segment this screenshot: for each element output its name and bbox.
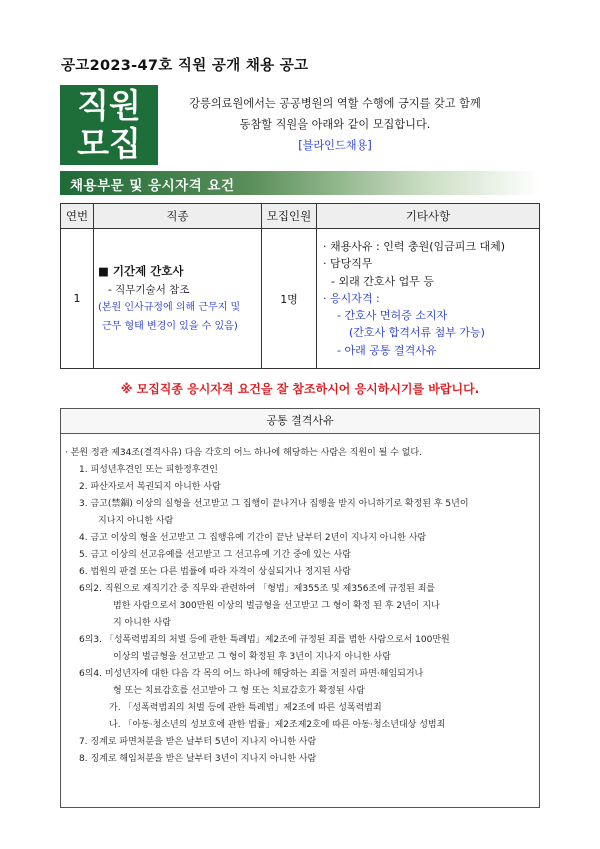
list-item: 가. 「성폭력범죄의 처벌 등에 관한 특례법」제2조에 따른 성폭력범죄	[109, 703, 382, 713]
list-item: 7. 징계로 파면처분을 받은 날부터 5년이 지나지 아니한 사람	[79, 737, 317, 747]
job-type-cell	[94, 229, 262, 369]
list-item: 6의3. 「성폭력범죄의 처벌 등에 관한 특례법」제2조에 규정된 죄를 범한 사람으로서 100만원	[79, 635, 450, 645]
list-item: 2. 파산자로서 복권되지 아니한 사람	[79, 482, 221, 492]
list-item: 6의4. 미성년자에 대한 다음 각 목의 어느 하나에 해당하는 죄를 저질러 파면·해임되거나	[79, 669, 424, 679]
other-notes-cell	[317, 229, 540, 369]
section-title: 채용부문 및 응시자격 요건	[70, 178, 235, 194]
badge-line-2: 모집	[77, 124, 141, 163]
header-headcount: 모집인원	[262, 204, 317, 229]
table-header-row	[61, 204, 540, 229]
list-item: 형 또는 치료감호를 선고받아 그 형 또는 치료감호가 확정된 사람	[113, 686, 365, 696]
etc-disqualification-ref: - 아래 공통 결격사유	[337, 343, 437, 357]
header-other-notes: 기타사항	[317, 204, 540, 229]
intro-line-1: 강릉의료원에서는 공공병원의 역할 수행에 긍지를 갖고 함께	[189, 97, 481, 110]
list-item: 이상의 벌금형을 선고받고 그 형이 확정된 후 3년이 지나지 아니한 사람	[113, 652, 391, 662]
list-item: 지 아니한 사람	[113, 618, 171, 628]
list-item: 3. 금고(禁錮) 이상의 실형을 선고받고 그 집행이 끝나거나 집행을 받지 아니하기로 확정된 후 5년이	[79, 499, 469, 509]
header-number: 연번	[61, 204, 94, 229]
job-title: ■ 기간제 간호사	[98, 263, 184, 278]
intro-text	[165, 93, 505, 156]
etc-duty: - 외래 간호사 업무 등	[331, 274, 434, 288]
intro-line-2: 동참할 직원을 아래와 같이 모집합니다.	[239, 118, 431, 131]
list-item: · 본원 정관 제34조(결격사유) 다음 각호의 어느 하나에 해당하는 사람은 직원이 될 수 없다.	[65, 448, 422, 458]
list-item: 8. 징계로 해임처분을 받은 날부터 3년이 지나지 아니한 사람	[79, 754, 317, 764]
etc-duty-label: · 담당직무	[323, 257, 373, 271]
job-note-line-1: (본원 인사규정에 의해 근무지 및	[98, 301, 241, 313]
list-item: 6의2. 직원으로 재직기간 중 직무와 관련하여 「형법」제355조 및 제356조에 규정된 죄를	[79, 584, 436, 594]
list-item: 4. 금고 이상의 형을 선고받고 그 집행유예 기간이 끝난 날부터 2년이 지나지 아니한 사람	[79, 533, 427, 543]
headcount-cell: 1명	[262, 229, 317, 369]
recruitment-badge	[60, 85, 158, 165]
list-item: 나. 「아동·청소년의 성보호에 관한 법률」제2조제2호에 따른 아동·청소년대상 성범죄	[109, 720, 446, 730]
positions-table	[60, 203, 540, 369]
badge-line-1: 직원	[77, 86, 141, 125]
document-title: 공고2023-47호 직원 공개 채용 공고	[61, 58, 309, 74]
list-item: 5. 금고 이상의 선고유예를 선고받고 그 선고유예 기간 중에 있는 사람	[79, 550, 351, 560]
list-item: 1. 피성년후견인 또는 피한정후견인	[79, 465, 218, 475]
list-item: 6. 법원의 판결 또는 다른 법률에 따라 자격이 상실되거나 정지된 사람	[79, 567, 351, 577]
disqualification-title: 공통 결격사유	[61, 409, 539, 434]
disqualification-box	[60, 408, 540, 808]
list-item: 범한 사람으로서 300만원 이상의 벌금형을 선고받고 그 형이 확정 된 후 2년이 지나	[113, 601, 440, 611]
etc-license: - 간호사 면허증 소지자	[337, 309, 448, 323]
job-description-ref: - 직무기술서 참조	[108, 283, 190, 296]
notice-text: ※ 모집직종 응시자격 요건을 잘 참조하시어 응시하시기를 바랍니다.	[120, 382, 480, 396]
blind-hiring-label: [블라인드채용]	[298, 139, 372, 152]
etc-license-note: (간호사 합격서류 첨부 가능)	[349, 326, 485, 340]
section-header-bar	[60, 171, 540, 195]
etc-reason: · 채용사유 : 인력 충원(임금피크 대체)	[323, 240, 506, 254]
etc-qualification-label: · 응시자격 :	[323, 291, 380, 305]
disqualification-list	[65, 445, 535, 768]
job-note-line-2: 근무 형태 변경이 있을 수 있음)	[102, 320, 238, 332]
list-item: 지나지 아니한 사람	[98, 516, 174, 526]
header-job-type: 직종	[94, 204, 262, 229]
table-row	[61, 229, 540, 369]
row-number: 1	[61, 229, 94, 369]
